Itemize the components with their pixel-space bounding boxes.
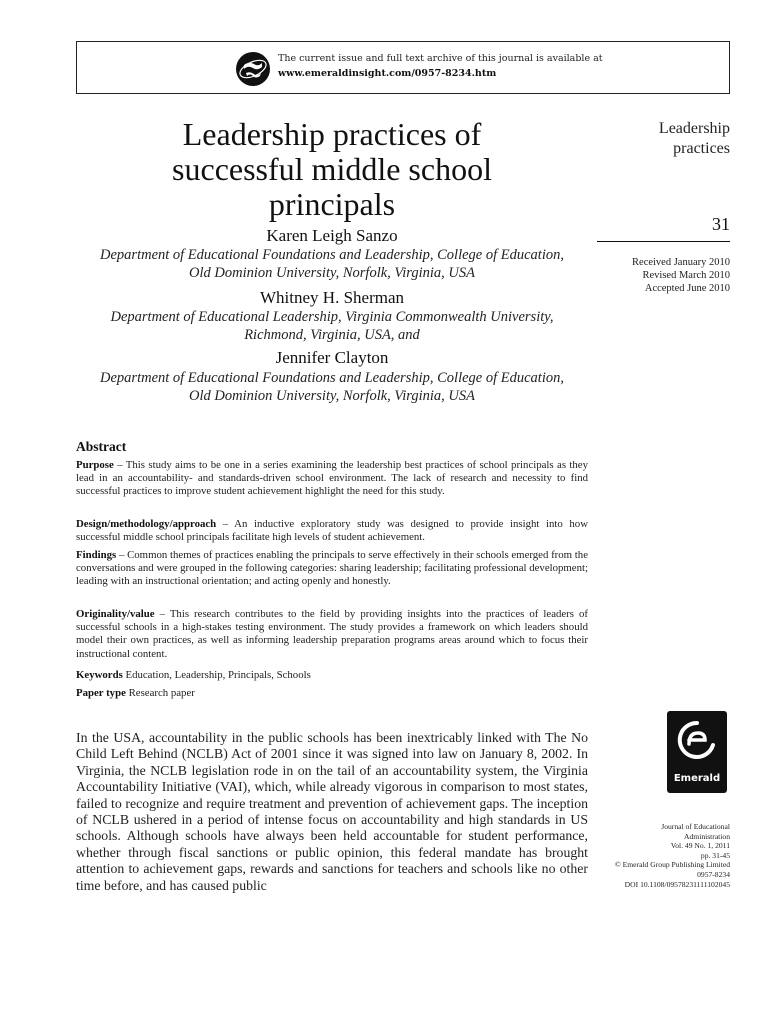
section-text: – This research contributes to the field by providing insights into the practices of leaders of successful schools in a high-stakes testing environment. The study provides a framework on which leaders should model their own practices, as well as informing leadership preparation programs areas around which to focus their instructional content. [76,608,588,660]
running-head-line: practices [673,140,730,157]
date-line: Received January 2010 [632,257,730,268]
date-line: Accepted June 2010 [644,283,730,294]
keywords-value: Education, Leadership, Principals, Schools [122,669,311,681]
journal-info-line: Administration [684,831,730,841]
section-text: – Common themes of practices enabling the principals to serve effectively in their schools emerged from the conversations and were grouped in the following categories: sharing leadership; facilitating professional development; leading with an instructional orientation; and acting openly and honestly. [76,549,588,588]
title-line: Leadership practices of [182,116,482,152]
header-availability-text: The current issue and full text archive of this journal is available at [278,53,603,64]
date-line: Revised March 2010 [642,270,730,281]
abstract-findings [76,549,588,589]
globe-icon [235,51,271,87]
journal-info-line: Vol. 49 No. 1, 2011 [670,841,730,851]
received-dates [600,256,730,295]
journal-info-line: pp. 31-45 [700,850,730,860]
section-text: – An inductive exploratory study was designed to provide insight into how successful middle school principals facilitate high levels of student achievement. [76,518,588,544]
paper-type-value: Research paper [125,687,195,699]
keywords [76,669,588,682]
section-label: Originality/value [76,608,155,620]
author-affiliation [76,308,588,344]
affiliation-line: Old Dominion University, Norfolk, Virginia, USA [189,388,475,404]
affiliation-line: Old Dominion University, Norfolk, Virginia, USA [189,265,475,281]
journal-info-line: DOI 10.1108/09578231111102045 [624,879,730,889]
section-label: Findings [76,549,117,561]
journal-info-line: 0957-8234 [697,869,730,879]
journal-info [590,822,730,889]
affiliation-line: Department of Educational Leadership, Virginia Commonwealth University, [110,309,554,325]
author-name: Karen Leigh Sanzo [266,226,398,245]
abstract-purpose [76,459,588,499]
affiliation-line: Richmond, Virginia, USA, and [244,327,420,343]
section-label: Purpose [76,459,114,471]
author-affiliation [76,369,588,405]
abstract-originality [76,608,588,661]
affiliation-line: Department of Educational Foundations and Leadership, College of Education, [100,370,564,386]
body-paragraph: In the USA, accountability in the public schools has been inextricably linked with The No Child Left Behind (NCLB) Act of 2001 since it was signed into law on January 8, 2002. In Virginia, the NCLB legislation rode in on the tail of an accountability system, the Virginia Accountability Initiative (VAI), which, while already vigorous in comparison to most states, failed to recognize and require treatment and prevention of achievement gaps. The inception of NCLB ushered in a period of intense focus on accountability and high standards in US schools. Although schools have always been held accountable for student performance, whether through fiscal sanctions or public opinion, this federal mandate has brought attention to achievement gaps, rewards and sanctions for teachers and schools like no other time before, and has caused public [76,730,588,893]
paper-type-label: Paper type [76,687,126,699]
paper-title [76,117,588,222]
author-name: Jennifer Clayton [275,348,389,367]
emerald-logo-label: Emerald [673,773,721,784]
journal-info-line: Journal of Educational [661,822,730,831]
title-line: principals [268,186,396,222]
page-number: 31 [712,214,730,234]
running-head-line: Leadership [658,120,730,137]
running-head [600,119,730,159]
author-affiliation [76,246,588,282]
journal-info-line: © Emerald Group Publishing Limited [614,860,730,870]
affiliation-line: Department of Educational Foundations and Leadership, College of Education, [100,247,564,263]
paper-type [76,687,588,700]
divider [597,241,730,242]
section-label: Design/methodology/approach [76,518,217,530]
title-line: successful middle school [172,151,492,187]
emerald-swirl-icon [667,711,727,773]
abstract-heading: Abstract [76,439,127,454]
author-name: Whitney H. Sherman [260,288,404,307]
abstract-design [76,518,588,544]
journal-url[interactable]: www.emeraldinsight.com/0957-8234.htm [278,68,497,79]
keywords-label: Keywords [76,669,123,681]
section-text: – This study aims to be one in a series examining the leadership best practices of school principals as they lead in an accountability- and standards-driven school environment. The lack of research and necessity to find successful practices to improve student achievement highlight the need for this study. [76,459,588,498]
